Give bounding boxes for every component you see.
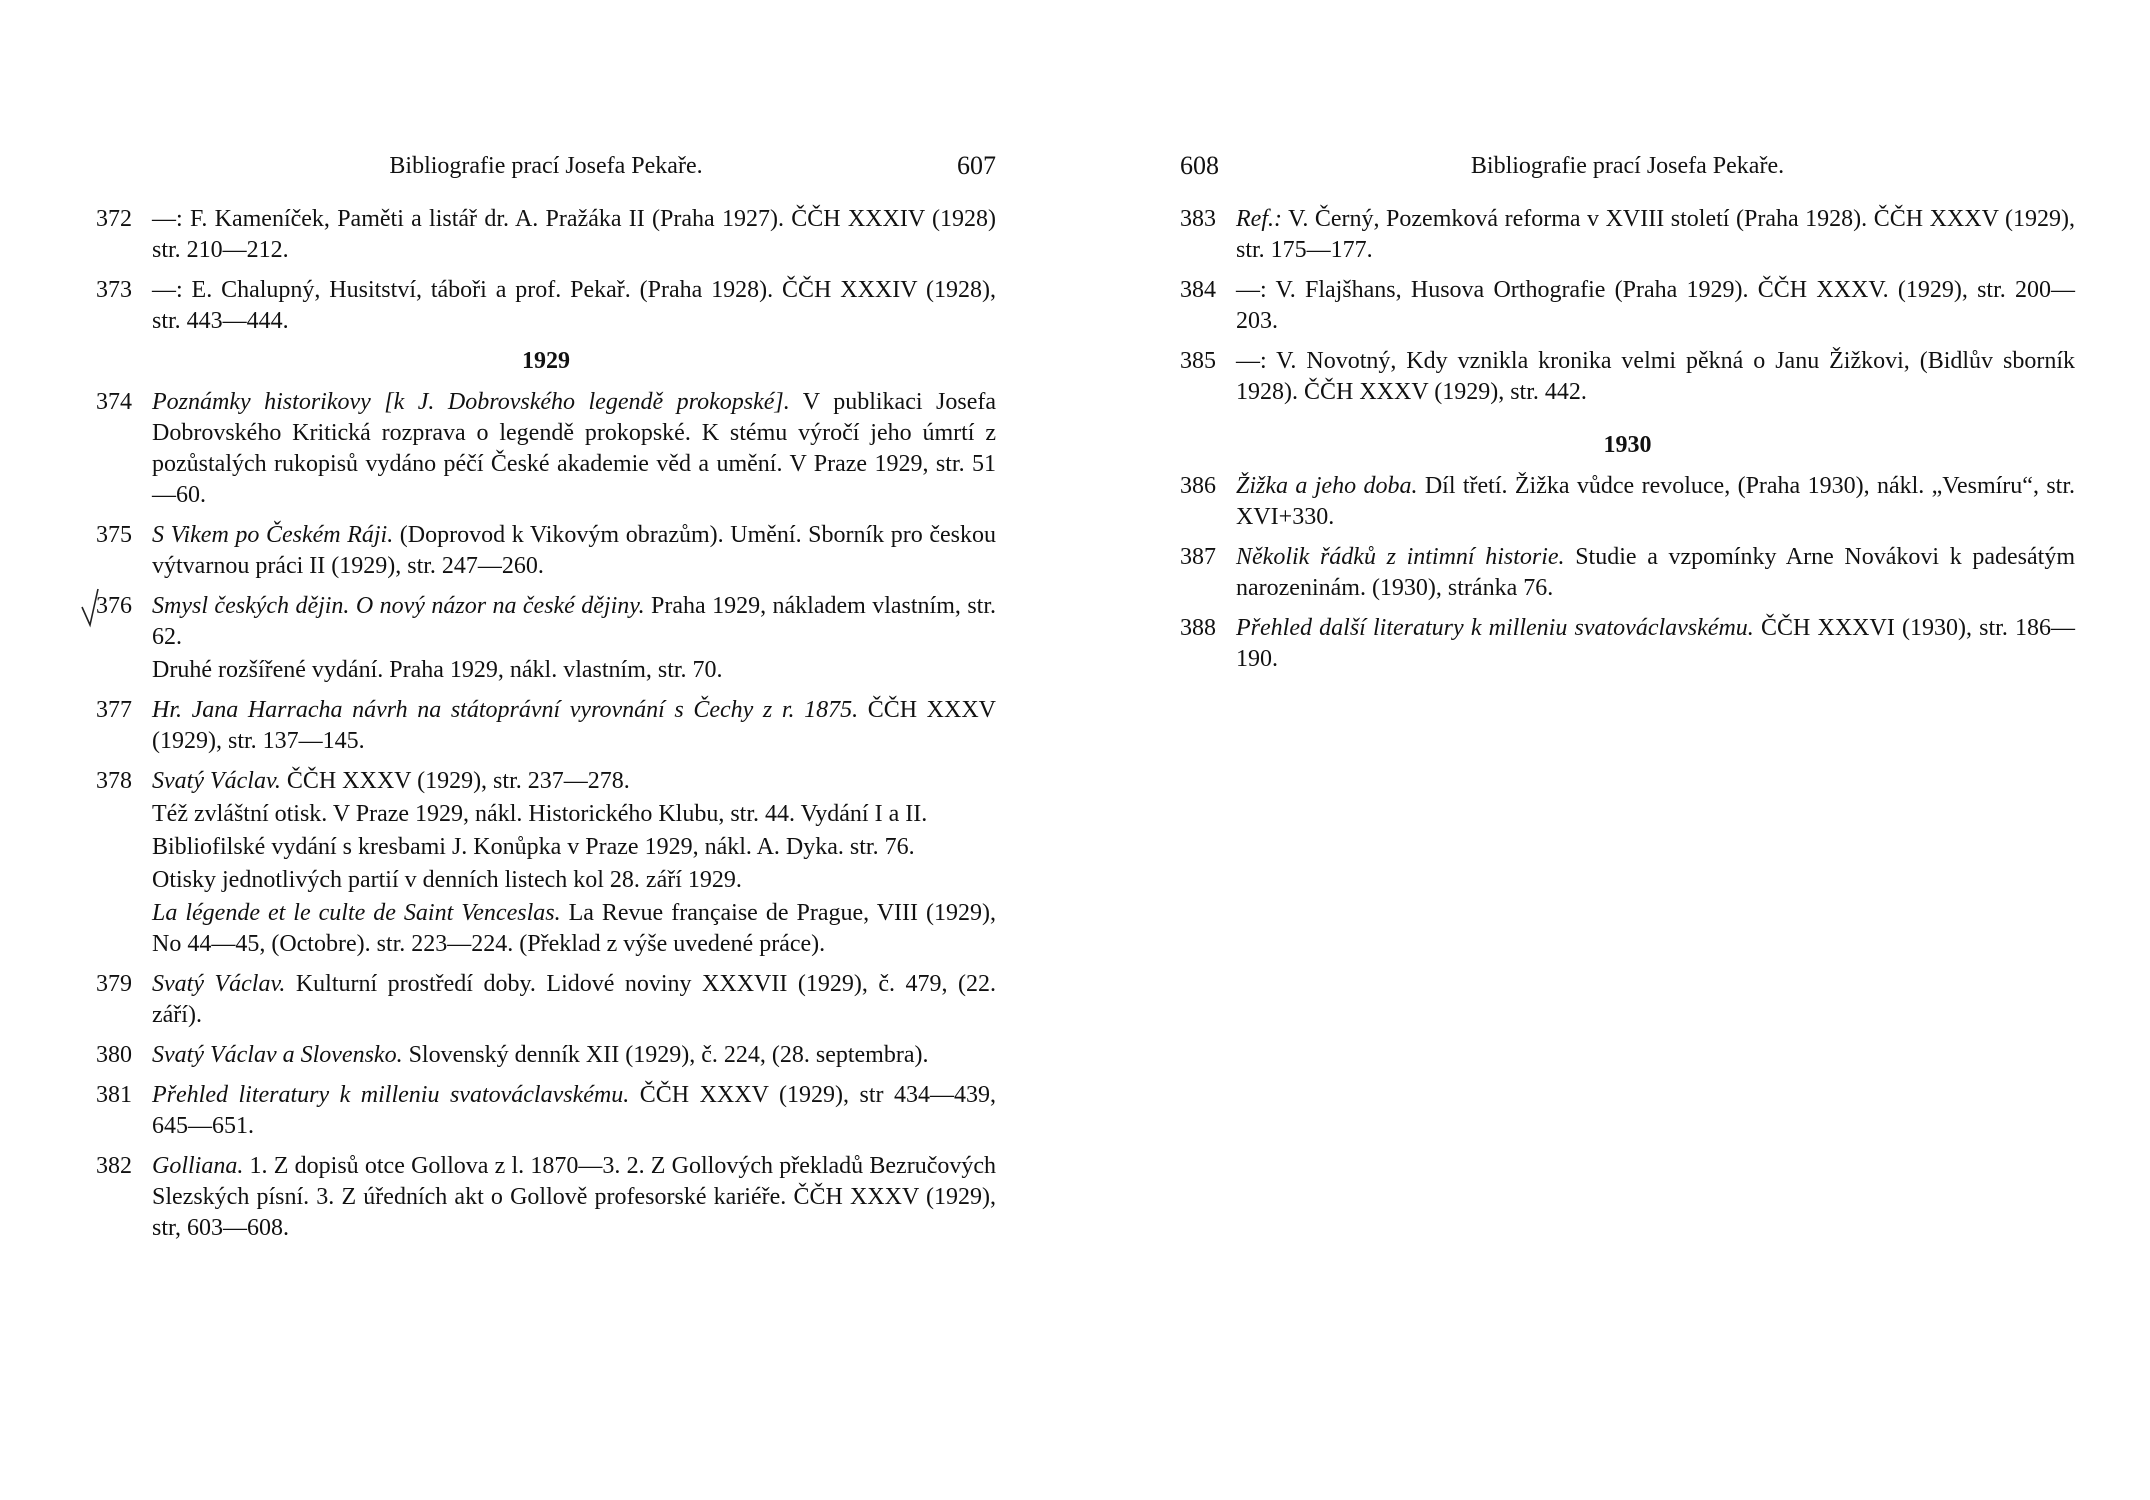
entry-number: 380 [96,1042,132,1068]
bibliography-entry [96,275,996,337]
entry-number: 386 [1180,473,1216,499]
entry-text: E. Chalupný, Husitství, táboři a prof. Pekař. (Praha 1928). ČČH XXXIV (1928), str. 443—444. [152,277,996,334]
entry-title: Poznámky historikovy [k J. Dobrovského legendě prokopské]. [152,389,790,415]
bibliography-entry [96,1040,996,1071]
bibliography-entry [96,695,996,757]
bibliography-entry [1180,613,2075,675]
bibliography-entry [1180,346,2075,408]
bibliography-list [1180,204,2075,675]
entry-number: 384 [1180,277,1216,303]
entry-title: Několik řádků z intimní historie. [1236,544,1565,570]
entry-subnote [152,865,996,896]
entry-title: Přehled literatury k milleniu svatováclavskému. [152,1082,630,1108]
running-head [96,146,996,186]
page-number: 607 [957,151,996,180]
bibliography-list [96,204,996,1244]
entry-title: Smysl českých dějin. O nový názor na české dějiny. [152,593,645,619]
entry-text: 1. Z dopisů otce Gollova z l. 1870—3. 2. Z Gollových překladů Bezručových Slezských písní. 3. Z úředních akt o Gollově profesorské kariéře. ČČH XXXV (1929), str, 603—608. [152,1153,996,1241]
entry-number: 374 [96,389,132,415]
entry-number: 376 [96,593,132,619]
year-heading: 1929 [522,348,570,374]
entry-title: Přehled další literatury k milleniu svatováclavskému. [1236,615,1754,641]
bibliography-entry [1180,204,2075,266]
entry-text: ČČH XXXVI (1930), str. 186—190. [1236,615,2076,672]
entry-number: 387 [1180,544,1216,570]
entry-text: Díl třetí. Žižka vůdce revoluce, (Praha 1930), nákl. „Vesmíru“, str. XVI+330. [1236,473,2075,530]
entry-text: F. Kameníček, Paměti a listář dr. A. Pražáka II (Praha 1927). ČČH XXXIV (1928) str. 210—212. [152,206,996,263]
bibliography-entry [96,387,996,511]
entry-number: 379 [96,971,132,997]
bibliography-entry [96,520,996,582]
entry-number: 385 [1180,348,1216,374]
entry-text: ČČH XXXV (1929), str. 137—145. [152,697,996,754]
entry-title: Svatý Václav a Slovensko. [152,1042,403,1068]
bibliography-entry [96,969,996,1031]
bibliography-entry [96,766,996,960]
subnote-text: Druhé rozšířené vydání. Praha 1929, nákl. vlastním, str. 70. [152,657,723,683]
entry-text: V publikaci Josefa Dobrovského Kritická rozprava o legendě prokopské. K stému výročí jeho úmrtí z pozůstalých rukopisů vydáno péčí České akademie věd a umění. V Praze 1929, str. 51—60. [152,389,996,508]
page-number: 608 [1180,151,1219,180]
header-title: Bibliografie prací Josefa Pekaře. [1470,153,1785,179]
entry-number: 373 [96,277,132,303]
subnote-text: Též zvláštní otisk. V Praze 1929, nákl. Historického Klubu, str. 44. Vydání I a II. [152,801,928,827]
entry-text: (Doprovod k Vikovým obrazům). Umění. Sborník pro českou výtvarnou práci II (1929), str. 247—260. [152,522,996,579]
bibliography-entry [96,591,996,686]
entry-number: 377 [96,697,132,723]
entry-text: ČČH XXXV (1929), str. 237—278. [280,768,630,794]
entry-prefix: —: [152,206,183,232]
entry-title: S Vikem po Českém Ráji. [152,522,394,548]
entry-prefix: —: [1236,348,1267,374]
entry-number: 388 [1180,615,1216,641]
right-page [1180,0,2075,684]
bibliography-entry [96,1080,996,1142]
bibliography-entry [1180,542,2075,604]
bibliography-entry [96,1151,996,1244]
header-title: Bibliografie prací Josefa Pekaře. [389,153,703,179]
year-heading: 1930 [1603,432,1652,458]
left-page [96,0,996,1253]
entry-prefix: —: [1236,277,1267,303]
bibliography-entry [1180,275,2075,337]
entry-title: Hr. Jana Harracha návrh na státoprávní vyrovnání s Čechy z r. 1875. [152,697,859,723]
entry-prefix: —: [152,277,183,303]
entry-subnote [152,655,996,686]
subnote-title: La légende et le culte de Saint Venceslas. [152,900,561,926]
entry-text: ČČH XXXV (1929), str 434—439, 645—651. [152,1082,996,1139]
entry-title: Svatý Václav. [152,971,286,997]
entry-text: V. Černý, Pozemková reforma v XVIII století (Praha 1928). ČČH XXXV (1929), str. 175—177. [1236,206,2075,263]
entry-text: Studie a vzpomínky Arne Novákovi k padesátým narozeninám. (1930), stránka 76. [1236,544,2075,601]
running-head [1180,146,2075,186]
entry-prefix: Ref.: [1236,206,1282,232]
entry-number: 372 [96,206,132,232]
subnote-text: Otisky jednotlivých partií v denních listech kol 28. září 1929. [152,867,742,893]
subnote-text: Bibliofilské vydání s kresbami J. Konůpka v Praze 1929, nákl. A. Dyka. str. 76. [152,834,915,860]
entry-text: Kulturní prostředí doby. Lidové noviny XXXVII (1929), č. 479, (22. září). [152,971,996,1028]
entry-number: 381 [96,1082,132,1108]
entry-title: Žižka a jeho doba. [1236,473,1418,499]
entry-title: Golliana. [152,1153,244,1179]
entry-subnote [152,832,996,863]
entry-text: V. Novotný, Kdy vznikla kronika velmi pěkná o Janu Žižkovi, (Bidlův sborník 1928). ČČH XXXV (1929), str. 442. [1236,348,2075,405]
bibliography-entry [1180,471,2075,533]
entry-number: 382 [96,1153,132,1179]
entry-text: Slovenský denník XII (1929), č. 224, (28. septembra). [402,1042,929,1068]
entry-subnote [152,898,996,960]
bibliography-entry [96,204,996,266]
entry-number: 383 [1180,206,1216,232]
entry-number: 378 [96,768,132,794]
entry-text: V. Flajšhans, Husova Orthografie (Praha 1929). ČČH XXXV. (1929), str. 200—203. [1236,277,2075,334]
subnote-text: La Revue française de Prague, VIII (1929), No 44—45, (Octobre). str. 223—224. (Překlad z výše uvedené práce). [152,900,996,957]
entry-subnote [152,799,996,830]
entry-number: 375 [96,522,132,548]
entry-title: Svatý Václav. [152,768,281,794]
entry-text: Praha 1929, nákladem vlastním, str. 62. [152,593,996,650]
